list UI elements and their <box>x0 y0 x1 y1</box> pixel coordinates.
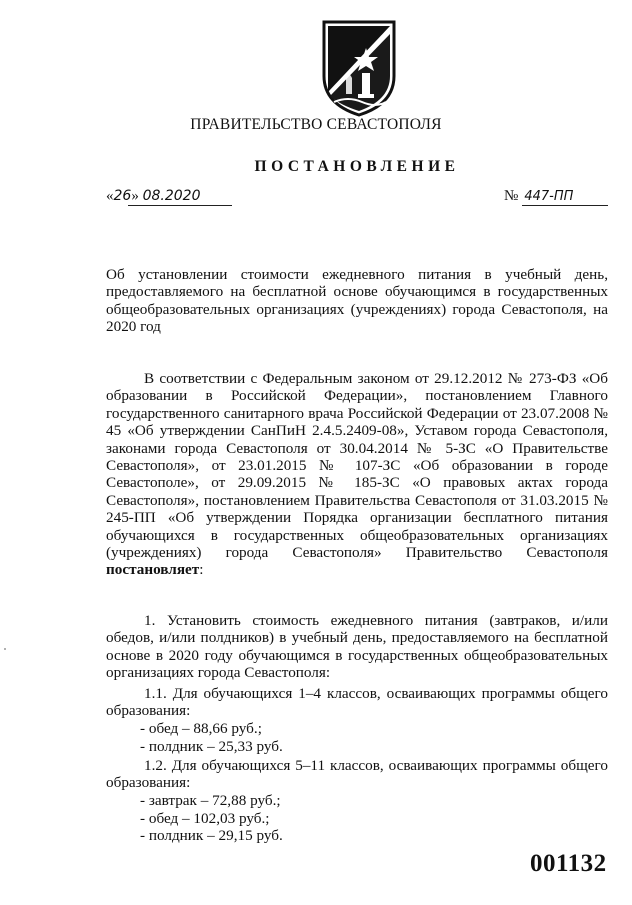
clause-1-2: 1.2. Для обучающихся 5–11 классов, осваивающих программы общего образования: <box>106 757 608 792</box>
decree-date <box>106 188 200 205</box>
clause-1-2-breakfast: - завтрак – 72,88 руб.; <box>140 792 281 809</box>
clause-1-2-snack: - полдник – 29,15 руб. <box>140 827 283 844</box>
preamble-colon: : <box>199 561 204 579</box>
number-label: № <box>504 188 519 204</box>
date-close-quote: » <box>131 188 139 204</box>
preamble-paragraph <box>106 370 608 579</box>
clause-1-2-lunch: - обед – 102,03 руб.; <box>140 810 270 827</box>
clause-1-1-lunch: - обед – 88,66 руб.; <box>140 720 262 737</box>
scan-speck <box>4 648 6 650</box>
date-open-quote: « <box>106 188 114 204</box>
clause-1: 1. Установить стоимость ежедневного питания (завтраков, и/или обедов, и/или полдников) в учебный день, предоставляемого на бесплатной основе в 2020 году обучающимся в государственных общеобразовательных организациях города Севастополя: <box>106 612 608 682</box>
clause-1-1-snack: - полдник – 25,33 руб. <box>140 738 283 755</box>
date-underline <box>128 205 232 206</box>
decree-word: постановляет <box>106 561 200 579</box>
document-type-title: ПОСТАНОВЛЕНИЕ <box>254 158 460 175</box>
form-serial-number: 001132 <box>530 850 607 877</box>
clause-1-1: 1.1. Для обучающихся 1–4 классов, осваивающих программы общего образования: <box>106 685 608 720</box>
preamble-text: В соответствии с Федеральным законом от 29.12.2012 № 273-ФЗ «Об образовании в Российской Федерации», постановлением Главного государственного санитарного врача Российской Федерации от 23.07.2008 № 45 «Об утверждении СанПиН 2.4.5.2409-08», Уставом города Севастополя, законами города Севастополя от 30.04.2014 № 5-ЗС «О Правительстве Севастополя», от 23.01.2015 № 107-ЗС «Об образовании в городе Севастополе», от 29.09.2015 № 185-ЗС «О правовых актах города Севастополя», постановлением Правительства Севастополя от 31.03.2015 № 245-ПП «Об утверждении Порядка организации бесплатного питания обучающихся в государственных общеобразовательных организациях (учреждениях) города Севастополя» Правительство Севастополя <box>106 370 608 562</box>
decree-number <box>504 188 573 205</box>
number-underline <box>522 205 608 206</box>
number-value: 447-ПП <box>524 189 574 204</box>
date-day: 26 <box>113 188 132 204</box>
coat-of-arms-icon <box>318 18 400 118</box>
organization-name: ПРАВИТЕЛЬСТВО СЕВАСТОПОЛЯ <box>190 116 442 133</box>
date-month-year: 08.2020 <box>142 188 201 204</box>
decree-subject: Об установлении стоимости ежедневного питания в учебный день, предоставляемого на бесплатной основе обучающимся в государственных общеобразовательных организациях (учреждениях) города Севастополя, на 2020 год <box>106 266 608 336</box>
